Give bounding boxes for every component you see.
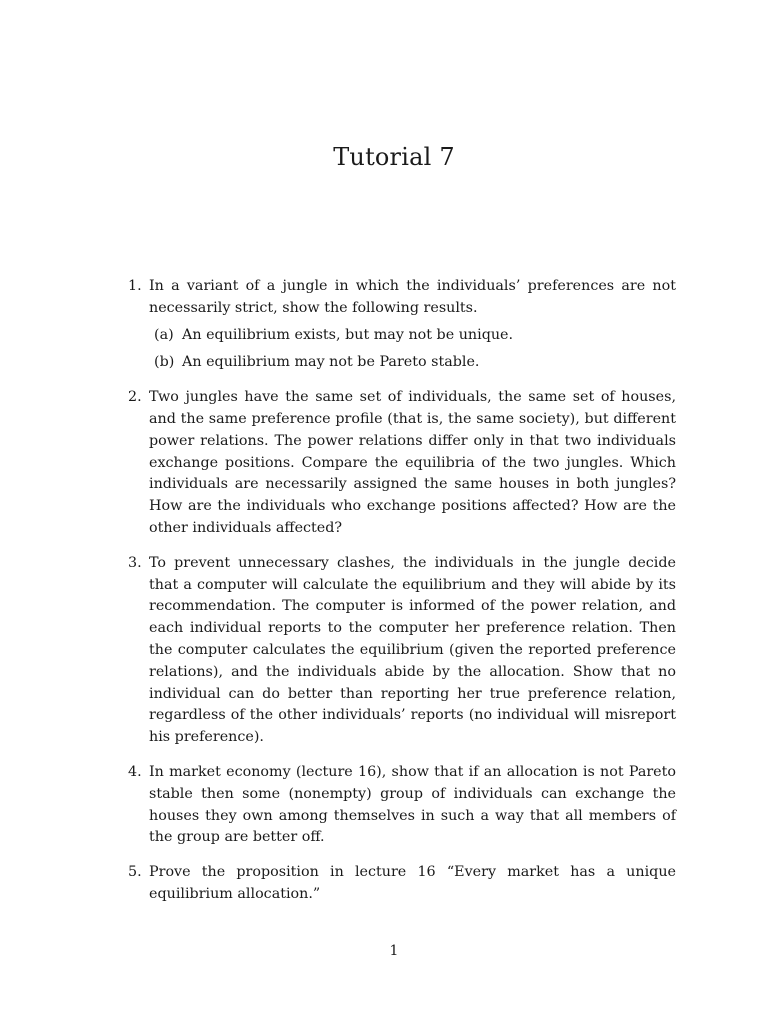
problem-text: In a variant of a jungle in which the individuals’ preferences are not necessarily strict, show the following results. <box>149 278 676 316</box>
problem-number: 4. <box>128 763 142 780</box>
problem-item-4 <box>128 762 676 849</box>
subitem-label: (a) <box>154 326 174 343</box>
problem-item-2 <box>128 387 676 540</box>
problem-number: 3. <box>128 554 142 571</box>
problem-text: Two jungles have the same set of individuals, the same set of houses, and the same preference profile (that is, the same society), but different power relations. The power relations differ only in that two individuals exchange positions. Compare the equilibria of the two jungles. Which individuals are necessarily assigned the same houses in both jungles? How are the individuals who exchange positions affected? How are the other individuals affected? <box>149 389 676 536</box>
page-title: Tutorial 7 <box>333 143 455 171</box>
problem-text: To prevent unnecessary clashes, the individuals in the jungle decide that a computer will calculate the equilibrium and they will abide by its recommendation. The computer is informed of the power relation, and each individual reports to the computer her preference relation. Then the computer calculates the equilibrium (given the reported preference relations), and the individuals abide by the allocation. Show that no individual can do better than reporting her true preference relation, regardless of the other individuals’ reports (no individual will misreport his preference). <box>149 554 676 746</box>
problem-text: Prove the proposition in lecture 16 “Every market has a unique equilibrium allocation.” <box>149 864 676 902</box>
problem-item-5 <box>128 862 676 906</box>
subitem-list <box>149 325 676 375</box>
problem-item-3 <box>128 553 676 749</box>
problem-number: 1. <box>128 278 142 294</box>
problem-number: 2. <box>128 389 142 406</box>
subitem-a <box>149 325 676 347</box>
subitem-text: An equilibrium exists, but may not be unique. <box>182 326 514 343</box>
problem-text: In market economy (lecture 16), show that if an allocation is not Pareto stable then some (nonempty) group of individuals can exchange the houses they own among themselves in such a way that all members of the group are better off. <box>149 763 676 846</box>
subitem-text: An equilibrium may not be Pareto stable. <box>182 354 480 371</box>
problem-number: 5. <box>128 864 142 881</box>
page-number: 1 <box>389 943 399 959</box>
problem-list <box>128 276 676 919</box>
subitem-b <box>149 352 676 374</box>
problem-item-1 <box>128 276 676 374</box>
subitem-label: (b) <box>154 354 175 371</box>
